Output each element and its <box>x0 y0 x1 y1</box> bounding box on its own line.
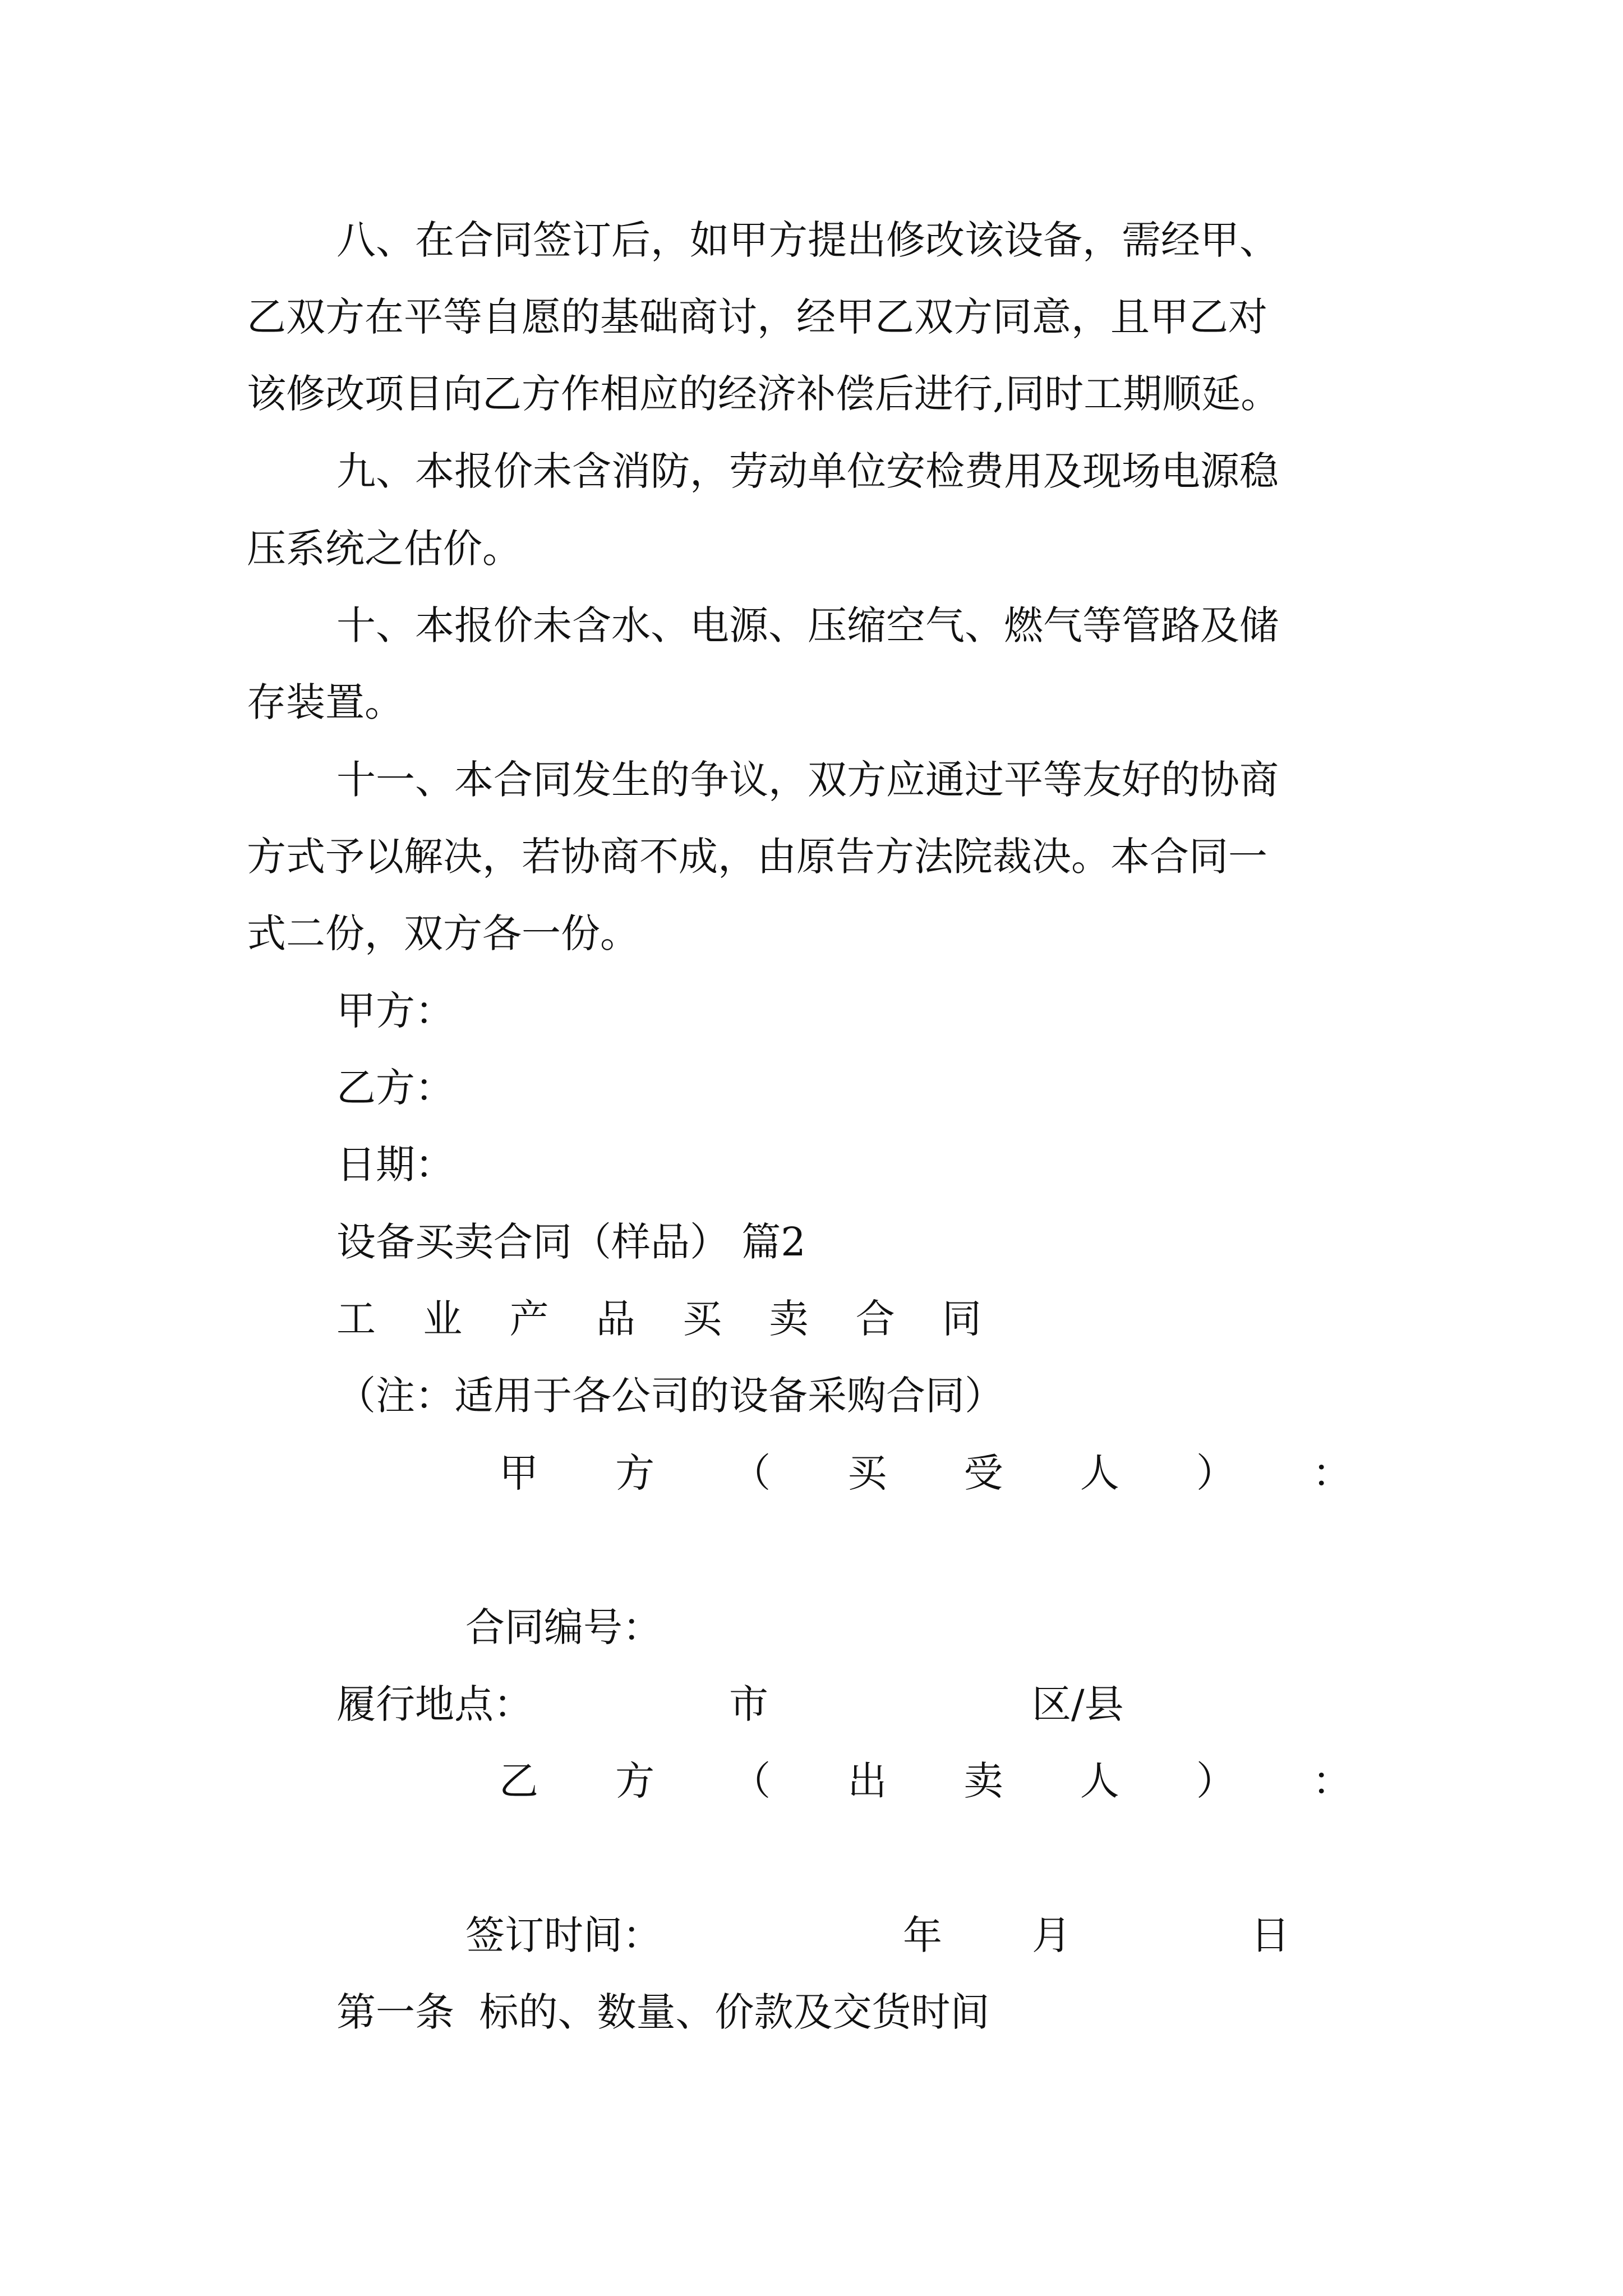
para8-line2: 乙双方在平等自愿的基础商讨，经甲乙双方同意，且甲乙对 <box>247 294 1267 340</box>
buyer-char: ） <box>1196 1450 1235 1496</box>
buyer-char: ： <box>1312 1450 1352 1496</box>
para11-line3: 式二份，双方各一份。 <box>247 910 639 956</box>
article1-heading: 第一条 标的、数量、价款及交货时间 <box>336 1989 990 2035</box>
buyer-char: 方 <box>615 1450 655 1496</box>
party-a-label: 甲方： <box>336 988 454 1034</box>
buyer-line <box>499 1445 1352 1501</box>
title-char: 合 <box>855 1296 895 1342</box>
para10-line2: 存装置。 <box>247 679 404 725</box>
contract-number-label: 合同编号： <box>465 1604 662 1650</box>
para10-line1: 十、本报价未含水、电源、压缩空气、燃气等管路及储 <box>336 602 1279 648</box>
sign-time-year: 年 <box>903 1912 942 1958</box>
para11-line2: 方式予以解决，若协商不成，由原告方法院裁决。本合同一 <box>247 834 1267 880</box>
para8-line3: 该修改项目向乙方作相应的经济补偿后进行,同时工期顺延。 <box>247 371 1280 417</box>
seller-char: ： <box>1312 1758 1352 1804</box>
buyer-char: 受 <box>963 1450 1003 1496</box>
title-char: 同 <box>942 1296 981 1342</box>
seller-char: 方 <box>615 1758 655 1804</box>
title-char: 产 <box>509 1296 549 1342</box>
place-district: 区/县 <box>1032 1681 1124 1727</box>
para9-line2: 压系统之估价。 <box>247 526 522 572</box>
section2-heading: 设备买卖合同（样品） 篇2 <box>336 1219 806 1265</box>
buyer-char: （ <box>731 1450 771 1496</box>
buyer-char: 人 <box>1080 1450 1119 1496</box>
seller-char: 人 <box>1080 1758 1119 1804</box>
sign-time-day: 日 <box>1251 1912 1290 1958</box>
para9-line1: 九、本报价未含消防，劳动单位安检费用及现场电源稳 <box>336 448 1279 494</box>
party-b-label: 乙方： <box>336 1065 454 1111</box>
seller-char: ） <box>1196 1758 1235 1804</box>
place-label: 履行地点： <box>336 1681 533 1727</box>
title-char: 品 <box>596 1296 635 1342</box>
para8-line1: 八、在合同签订后，如甲方提出修改该设备，需经甲、 <box>336 217 1279 263</box>
sign-time-month: 月 <box>1032 1912 1071 1958</box>
seller-char: 乙 <box>499 1758 538 1804</box>
seller-char: （ <box>731 1758 771 1804</box>
date-label: 日期： <box>336 1142 454 1188</box>
title-char: 买 <box>683 1296 722 1342</box>
title-char: 工 <box>336 1296 376 1342</box>
seller-char: 卖 <box>963 1758 1003 1804</box>
contract-title <box>336 1291 981 1347</box>
applicability-note: （注：适用于各公司的设备采购合同） <box>336 1373 1004 1419</box>
buyer-char: 买 <box>847 1450 887 1496</box>
sign-time-label: 签订时间： <box>465 1912 662 1958</box>
seller-line <box>499 1753 1352 1809</box>
buyer-char: 甲 <box>499 1450 538 1496</box>
title-char: 业 <box>423 1296 463 1342</box>
para11-line1: 十一、本合同发生的争议，双方应通过平等友好的协商 <box>336 757 1279 803</box>
seller-char: 出 <box>847 1758 887 1804</box>
place-city: 市 <box>729 1681 768 1727</box>
title-char: 卖 <box>769 1296 809 1342</box>
